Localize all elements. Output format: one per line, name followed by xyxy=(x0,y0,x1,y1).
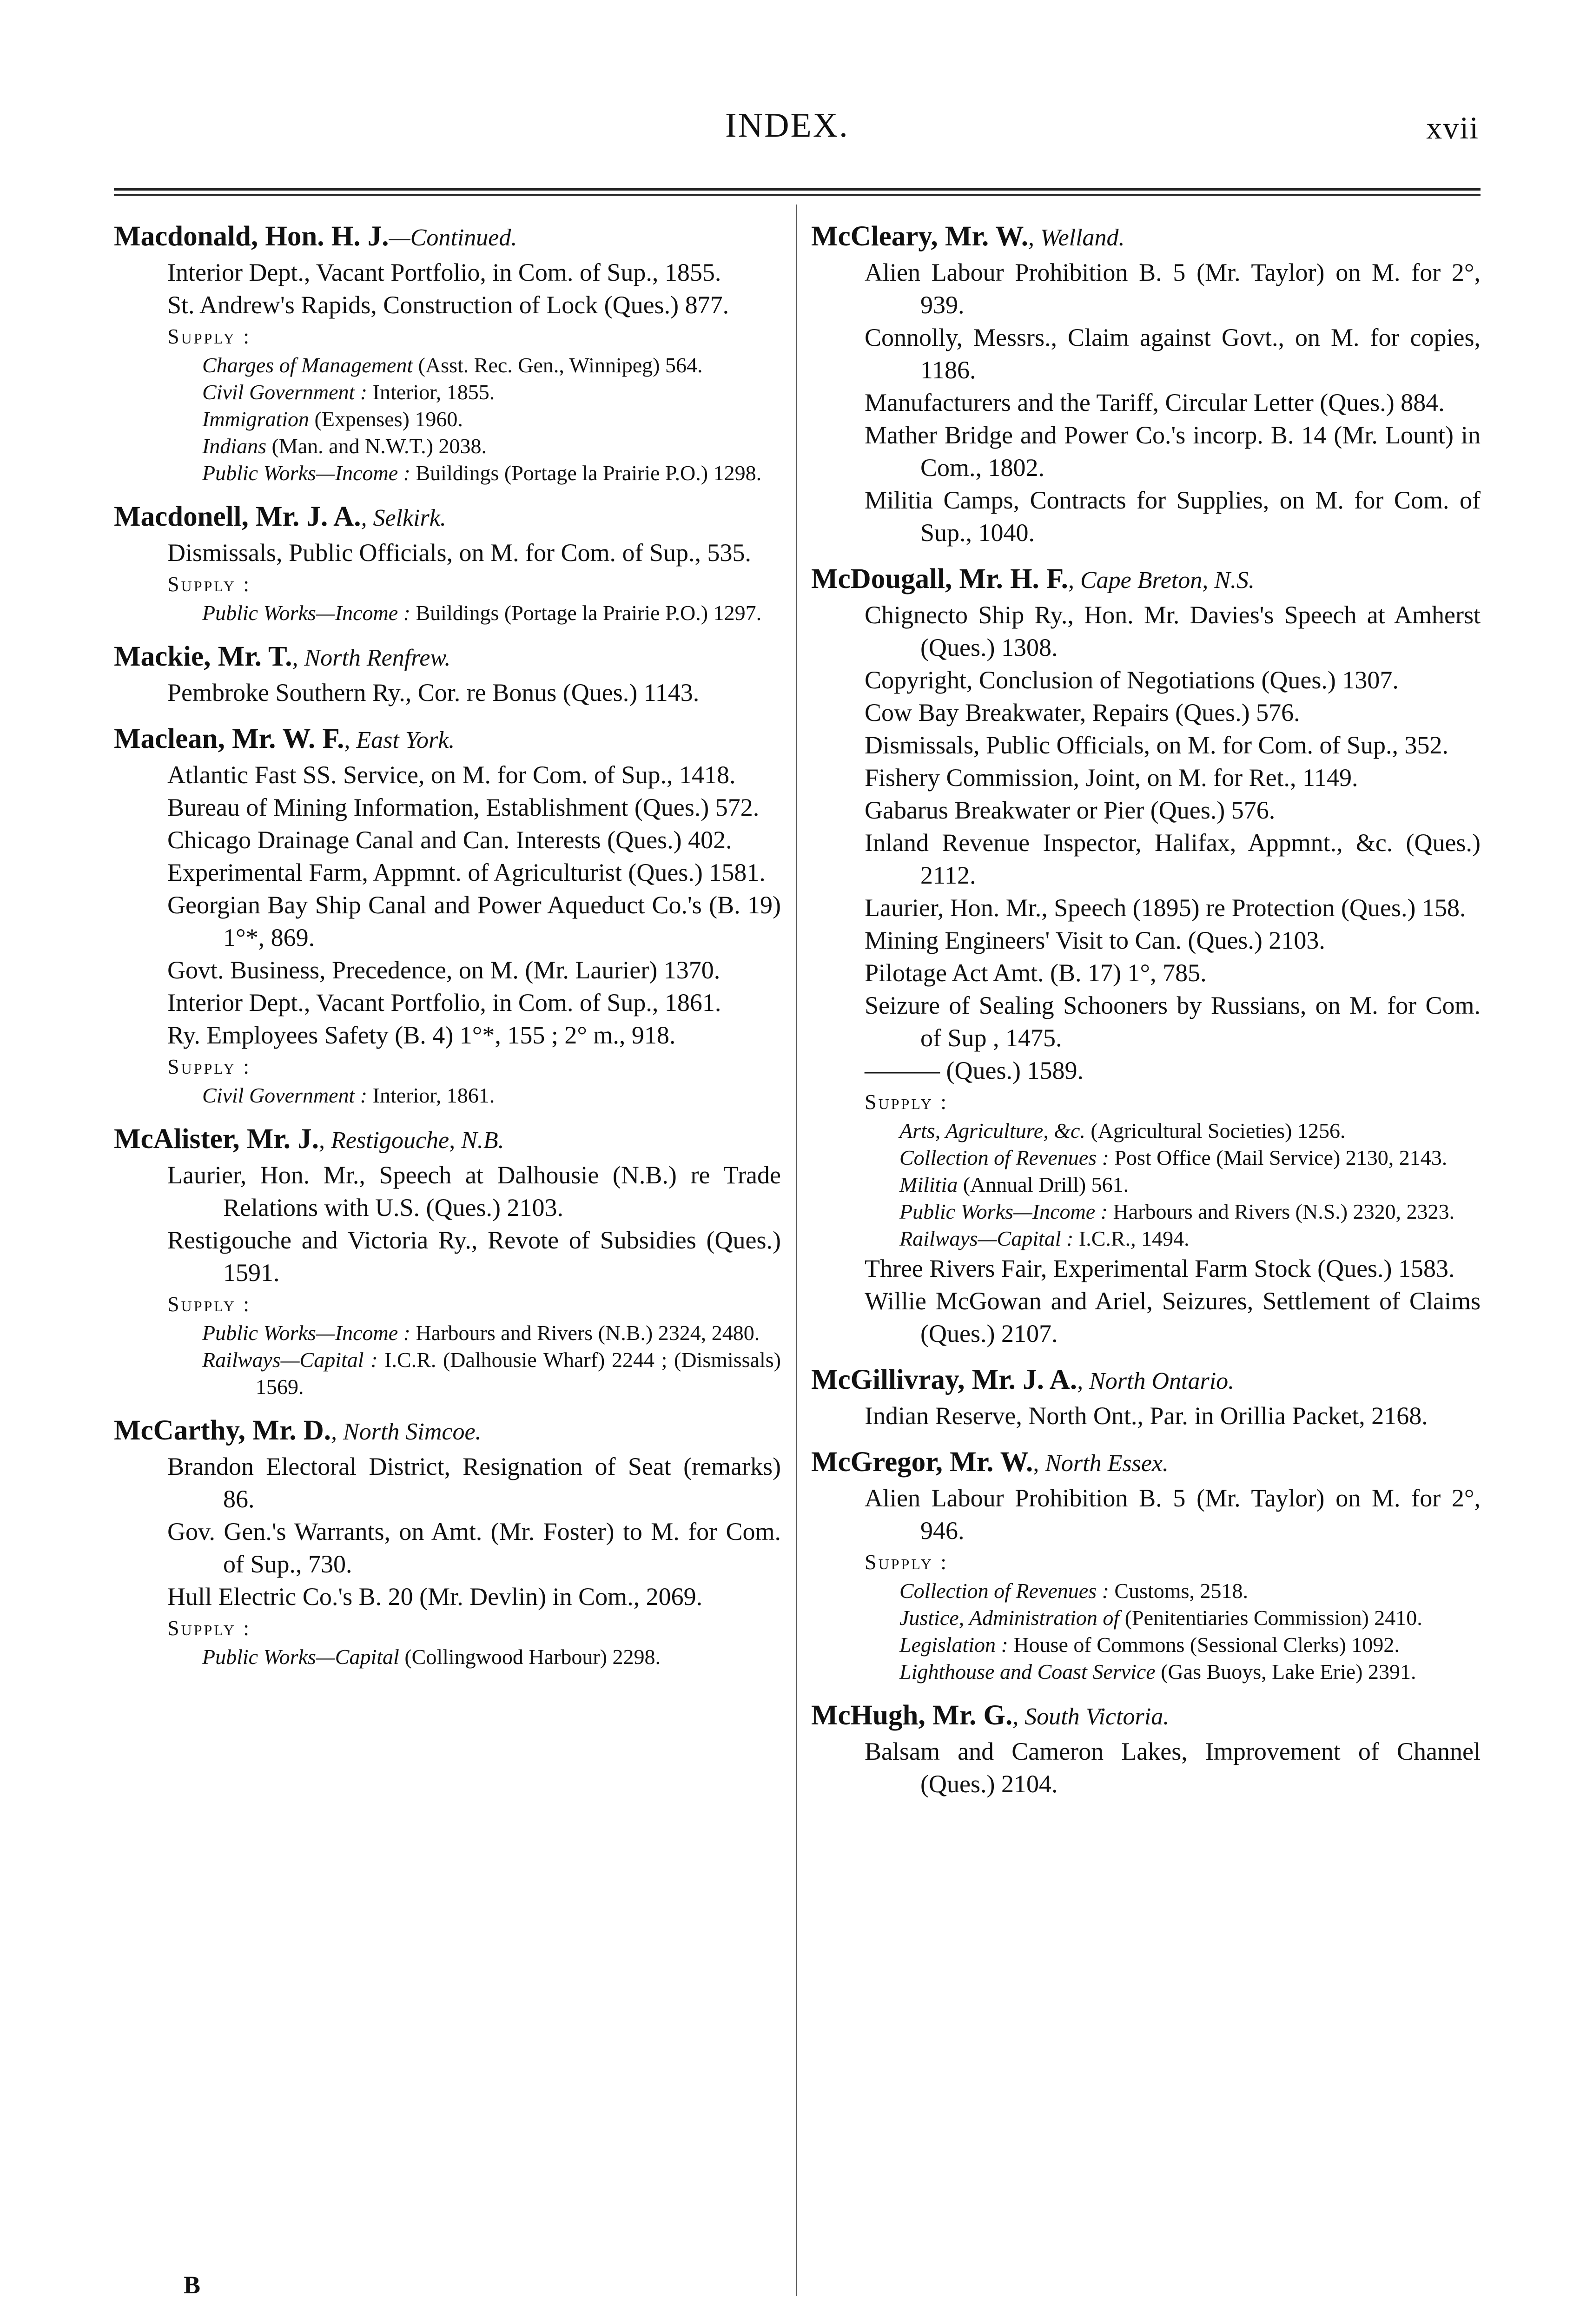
index-item: Mather Bridge and Power Co.'s incorp. B. 14 (Mr. Lount) in Com., 1802. xyxy=(865,421,1481,482)
index-item: Balsam and Cameron Lakes, Improvement of Channel (Ques.) 2104. xyxy=(865,1737,1481,1798)
supply-detail: Interior, 1855. xyxy=(367,380,495,404)
index-item: Willie McGowan and Ariel, Seizures, Settlement of Claims (Ques.) 2107. xyxy=(865,1287,1481,1347)
index-item: Experimental Farm, Appmnt. of Agriculturist (Ques.) 1581. xyxy=(167,858,766,886)
supply-item xyxy=(114,1644,781,1670)
index-item: Hull Electric Co.'s B. 20 (Mr. Devlin) in Com., 2069. xyxy=(167,1583,703,1611)
supply-detail: Buildings (Portage la Prairie P.O.) 1297. xyxy=(410,601,762,625)
supply-detail: I.C.R., 1494. xyxy=(1073,1227,1190,1250)
index-entry xyxy=(114,1121,781,1400)
index-item: Cow Bay Breakwater, Repairs (Ques.) 576. xyxy=(865,699,1300,726)
index-item: Interior Dept., Vacant Portfolio, in Com. of Sup., 1861. xyxy=(167,989,721,1017)
supply-item xyxy=(114,433,781,460)
entry-heading xyxy=(811,1444,1481,1482)
index-item: Indian Reserve, North Ont., Par. in Orillia Packet, 2168. xyxy=(865,1402,1428,1430)
index-item: Pilotage Act Amt. (B. 17) 1°, 785. xyxy=(865,959,1207,987)
supply-label: Supply : xyxy=(167,1616,251,1640)
index-item: Chignecto Ship Ry., Hon. Mr. Davies's Speech at Amherst (Ques.) 1308. xyxy=(865,601,1481,661)
entry-heading xyxy=(811,1697,1481,1735)
member-name: McGregor, Mr. W. xyxy=(811,1446,1033,1478)
index-item: Fishery Commission, Joint, on M. for Ret., 1149. xyxy=(865,764,1358,792)
index-entry xyxy=(811,1444,1481,1685)
index-item: Gabarus Breakwater or Pier (Ques.) 576. xyxy=(865,796,1276,824)
member-name: Macdonell, Mr. J. A. xyxy=(114,501,361,532)
member-riding: , South Victoria. xyxy=(1012,1703,1170,1730)
supply-head: Collection of Revenues : xyxy=(899,1146,1109,1169)
supply-item xyxy=(114,460,781,487)
supply-item xyxy=(811,1578,1481,1604)
supply-label: Supply : xyxy=(167,1055,251,1078)
supply-head: Lighthouse and Coast Service xyxy=(899,1660,1156,1684)
supply-detail: Buildings (Portage la Prairie P.O.) 1298. xyxy=(410,461,762,485)
supply-head: Arts, Agriculture, &c. xyxy=(899,1119,1085,1142)
supply-label: Supply : xyxy=(865,1090,949,1114)
index-item: Brandon Electoral District, Resignation of Seat (remarks) 86. xyxy=(167,1452,781,1513)
supply-head: Collection of Revenues : xyxy=(899,1579,1109,1603)
supply-item xyxy=(811,1225,1481,1252)
supply-item xyxy=(114,1320,781,1347)
right-column xyxy=(811,218,1481,1812)
supply-head: Civil Government : xyxy=(202,1083,368,1107)
member-name: McDougall, Mr. H. F. xyxy=(811,563,1068,594)
supply-item xyxy=(811,1144,1481,1171)
member-name: Maclean, Mr. W. F. xyxy=(114,723,344,754)
index-item: Seizure of Sealing Schooners by Russians, on M. for Com. of Sup , 1475. xyxy=(865,991,1481,1052)
supply-detail: Interior, 1861. xyxy=(367,1083,495,1107)
supply-head: Justice, Administration of xyxy=(899,1606,1120,1630)
supply-head: Civil Government : xyxy=(202,380,368,404)
supply-detail: Harbours and Rivers (N.B.) 2324, 2480. xyxy=(410,1321,760,1345)
supply-label: Supply : xyxy=(167,324,251,348)
index-item: Atlantic Fast SS. Service, on M. for Com. of Sup., 1418. xyxy=(167,761,736,789)
index-item: Georgian Bay Ship Canal and Power Aqueduct Co.'s (B. 19) 1°*, 869. xyxy=(167,891,781,951)
supply-item xyxy=(114,406,781,433)
member-name: McGillivray, Mr. J. A. xyxy=(811,1364,1077,1395)
member-riding: , North Simcoe. xyxy=(331,1419,482,1445)
member-riding: , Restigouche, N.B. xyxy=(319,1127,504,1154)
supply-detail: House of Commons (Sessional Clerks) 1092. xyxy=(1008,1633,1400,1657)
supply-head: Charges of Management xyxy=(202,353,413,377)
supply-item xyxy=(811,1117,1481,1144)
member-name: Mackie, Mr. T. xyxy=(114,641,292,672)
supply-item xyxy=(811,1658,1481,1685)
member-name: Macdonald, Hon. H. J. xyxy=(114,221,389,252)
member-riding: , North Essex. xyxy=(1033,1450,1169,1477)
column-divider xyxy=(796,205,797,2296)
supply-head: Public Works—Income : xyxy=(202,1321,410,1345)
page-title: INDEX. xyxy=(725,106,849,145)
supply-item xyxy=(114,1082,781,1109)
index-item: Copyright, Conclusion of Negotiations (Ques.) 1307. xyxy=(865,666,1399,694)
supply-detail: (Penitentiaries Commission) 2410. xyxy=(1119,1606,1422,1630)
index-item: Gov. Gen.'s Warrants, on Amt. (Mr. Foster) to M. for Com. of Sup., 730. xyxy=(167,1518,781,1578)
index-item: Dismissals, Public Officials, on M. for Com. of Sup., 535. xyxy=(167,539,752,567)
supply-head: Railways—Capital : xyxy=(899,1227,1074,1250)
supply-item xyxy=(811,1171,1481,1198)
supply-head: Legislation : xyxy=(899,1633,1008,1657)
member-name: McAlister, Mr. J. xyxy=(114,1123,319,1155)
index-entry xyxy=(114,218,781,487)
supply-label: Supply : xyxy=(167,1292,251,1316)
entry-heading xyxy=(114,1121,781,1159)
supply-detail: (Asst. Rec. Gen., Winnipeg) 564. xyxy=(413,353,703,377)
supply-item xyxy=(811,1198,1481,1225)
index-item: Alien Labour Prohibition B. 5 (Mr. Taylor) on M. for 2°, 939. xyxy=(865,258,1481,319)
index-item: Dismissals, Public Officials, on M. for Com. of Sup., 352. xyxy=(865,731,1449,759)
supply-detail: (Man. and N.W.T.) 2038. xyxy=(266,434,487,458)
supply-item xyxy=(114,352,781,379)
index-entry xyxy=(114,639,781,709)
supply-head: Public Works—Income : xyxy=(202,461,410,485)
index-entry xyxy=(811,561,1481,1350)
supply-detail: Post Office (Mail Service) 2130, 2143. xyxy=(1109,1146,1448,1169)
index-item: Chicago Drainage Canal and Can. Interests (Ques.) 402. xyxy=(167,826,732,854)
index-item: Pembroke Southern Ry., Cor. re Bonus (Ques.) 1143. xyxy=(167,679,700,706)
entry-heading xyxy=(114,639,781,676)
index-item: St. Andrew's Rapids, Construction of Lock (Ques.) 877. xyxy=(167,291,729,319)
member-riding: , East York. xyxy=(344,727,455,753)
entry-heading xyxy=(811,1362,1481,1400)
supply-head: Public Works—Income : xyxy=(899,1200,1108,1223)
index-item: Restigouche and Victoria Ry., Revote of Subsidies (Ques.) 1591. xyxy=(167,1226,781,1287)
supply-detail: (Agricultural Societies) 1256. xyxy=(1085,1119,1346,1142)
supply-head: Indians xyxy=(202,434,266,458)
supply-head: Militia xyxy=(899,1173,958,1196)
supply-detail: I.C.R. (Dalhousie Wharf) 2244 ; (Dismissals) 1569. xyxy=(256,1348,781,1399)
member-riding: , North Ontario. xyxy=(1077,1368,1235,1394)
index-item: Connolly, Messrs., Claim against Govt., on M. for copies, 1186. xyxy=(865,324,1481,384)
supply-head: Public Works—Capital xyxy=(202,1645,399,1669)
supply-item xyxy=(811,1604,1481,1631)
index-entry xyxy=(811,1362,1481,1432)
member-name: McHugh, Mr. G. xyxy=(811,1700,1013,1731)
entry-heading xyxy=(114,499,781,536)
index-item: Militia Camps, Contracts for Supplies, on M. for Com. of Sup., 1040. xyxy=(865,486,1481,547)
entry-heading xyxy=(114,218,781,256)
index-entry xyxy=(114,499,781,627)
entry-heading xyxy=(114,721,781,759)
member-name: McCleary, Mr. W. xyxy=(811,221,1029,252)
member-name: McCarthy, Mr. D. xyxy=(114,1415,331,1446)
index-item: Laurier, Hon. Mr., Speech (1895) re Protection (Ques.) 158. xyxy=(865,894,1466,922)
supply-head: Immigration xyxy=(202,407,309,431)
index-item: Manufacturers and the Tariff, Circular Letter (Ques.) 884. xyxy=(865,389,1445,416)
supply-item xyxy=(114,1347,781,1400)
member-riding: , Selkirk. xyxy=(361,505,446,531)
supply-detail: (Gas Buoys, Lake Erie) 2391. xyxy=(1155,1660,1416,1684)
supply-head: Railways—Capital : xyxy=(202,1348,378,1372)
page-number: xvii xyxy=(1426,110,1479,145)
index-item: Interior Dept., Vacant Portfolio, in Com. of Sup., 1855. xyxy=(167,258,721,286)
index-item: Laurier, Hon. Mr., Speech at Dalhousie (N.B.) re Trade Relations with U.S. (Ques.) 2103. xyxy=(167,1161,781,1221)
entry-heading xyxy=(114,1413,781,1450)
member-riding: , Cape Breton, N.S. xyxy=(1068,567,1255,594)
header-rule xyxy=(114,188,1481,191)
supply-detail: (Collingwood Harbour) 2298. xyxy=(399,1645,661,1669)
index-item: Govt. Business, Precedence, on M. (Mr. Laurier) 1370. xyxy=(167,956,720,984)
entry-heading xyxy=(811,561,1481,599)
supply-item xyxy=(811,1631,1481,1658)
supply-head: Public Works—Income : xyxy=(202,601,410,625)
index-item: Bureau of Mining Information, Establishment (Ques.) 572. xyxy=(167,793,760,821)
index-item: Inland Revenue Inspector, Halifax, Appmnt., &c. (Ques.) 2112. xyxy=(865,829,1481,889)
entry-heading xyxy=(811,218,1481,256)
supply-label: Supply : xyxy=(865,1550,949,1574)
signature-mark: B xyxy=(184,2271,201,2299)
index-entry xyxy=(811,218,1481,549)
index-item: Ry. Employees Safety (B. 4) 1°*, 155 ; 2° m., 918. xyxy=(167,1021,676,1049)
supply-detail: Customs, 2518. xyxy=(1109,1579,1248,1603)
member-riding: —Continued. xyxy=(389,224,517,251)
index-entry xyxy=(811,1697,1481,1800)
page-header xyxy=(0,106,1593,162)
left-column xyxy=(114,218,781,1683)
index-item: ——— (Ques.) 1589. xyxy=(865,1056,1084,1084)
supply-label: Supply : xyxy=(167,572,251,596)
supply-detail: (Annual Drill) 561. xyxy=(958,1173,1129,1196)
supply-item xyxy=(114,379,781,406)
supply-item xyxy=(114,600,781,627)
member-riding: , North Renfrew. xyxy=(292,645,451,671)
index-item: Mining Engineers' Visit to Can. (Ques.) 2103. xyxy=(865,926,1325,954)
index-item: Alien Labour Prohibition B. 5 (Mr. Taylor) on M. for 2°, 946. xyxy=(865,1484,1481,1545)
supply-detail: Harbours and Rivers (N.S.) 2320, 2323. xyxy=(1107,1200,1455,1223)
index-entry xyxy=(114,1413,781,1670)
index-entry xyxy=(114,721,781,1109)
header-rule-thin xyxy=(114,194,1481,196)
member-riding: , Welland. xyxy=(1028,224,1125,251)
supply-detail: (Expenses) 1960. xyxy=(309,407,463,431)
index-item: Three Rivers Fair, Experimental Farm Stock (Ques.) 1583. xyxy=(865,1254,1455,1282)
